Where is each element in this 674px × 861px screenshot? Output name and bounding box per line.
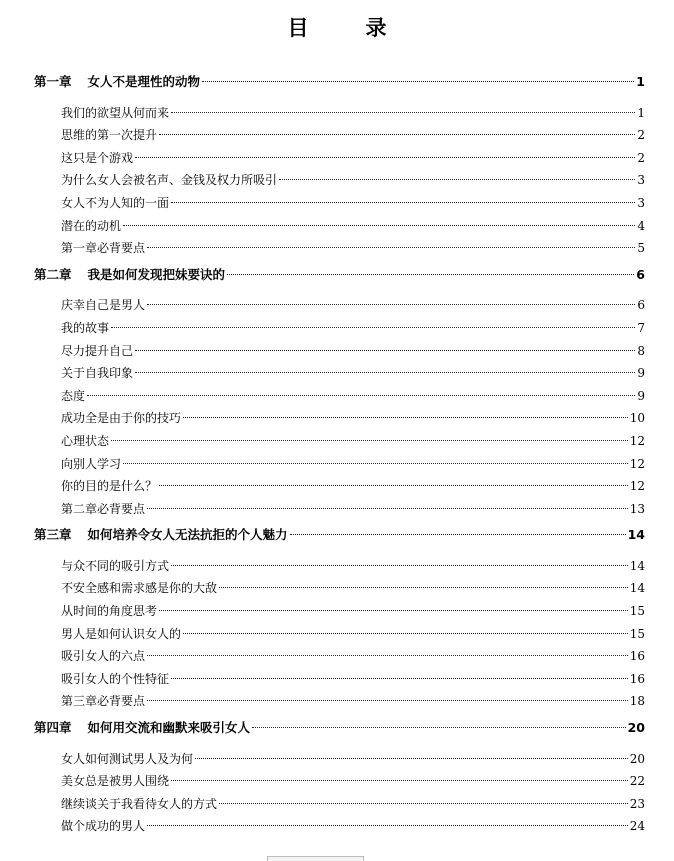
- dot-leader: [171, 780, 628, 781]
- dot-leader: [147, 700, 628, 701]
- toc-chapter-entry[interactable]: [34, 717, 645, 740]
- dot-leader: [183, 633, 628, 634]
- chapter-title: 如何培养令女人无法抗拒的个人魅力: [87, 527, 288, 543]
- dot-leader: [171, 565, 628, 566]
- section-page-number: 7: [637, 320, 645, 335]
- toc-section-entry[interactable]: [34, 385, 645, 408]
- section-title: 吸引女人的六点: [61, 649, 146, 664]
- section-title: 心理状态: [61, 433, 110, 448]
- chapter-title: 如何用交流和幽默来吸引女人: [87, 720, 251, 736]
- toc-chapter-entry[interactable]: [34, 264, 645, 287]
- toc-section-entry[interactable]: [34, 102, 645, 125]
- toc-section-entry[interactable]: [34, 294, 645, 317]
- toc-section-entry[interactable]: [34, 215, 645, 238]
- toc-section-entry[interactable]: [34, 475, 645, 498]
- section-title: 第二章必背要点: [61, 501, 146, 516]
- page-title: 目 录: [287, 16, 405, 40]
- section-page-number: 13: [629, 501, 645, 516]
- section-page-number: 3: [637, 173, 645, 188]
- section-page-number: 1: [637, 105, 645, 120]
- dot-leader: [147, 247, 635, 248]
- toc-section-entry[interactable]: [34, 748, 645, 771]
- section-title: 你的目的是什么？: [61, 479, 158, 494]
- section-page-number: 12: [629, 433, 645, 448]
- toc-section-entry[interactable]: [34, 793, 645, 816]
- section-title: 关于自我印象: [61, 366, 134, 381]
- toc-section-entry[interactable]: [34, 147, 645, 170]
- dot-leader: [159, 610, 628, 611]
- section-page-number: 4: [637, 218, 645, 233]
- section-title: 继续谈关于我看待女人的方式: [61, 796, 218, 811]
- section-page-number: 20: [629, 751, 645, 766]
- toc-section-entry[interactable]: [34, 407, 645, 430]
- toc-section-entry[interactable]: [34, 555, 645, 578]
- section-page-number: 12: [629, 456, 645, 471]
- toc-section-entry[interactable]: [34, 169, 645, 192]
- section-page-number: 22: [629, 774, 645, 789]
- section-page-number: 10: [629, 411, 645, 426]
- toc-section-entry[interactable]: [34, 690, 645, 713]
- section-title: 向别人学习: [61, 456, 122, 471]
- dot-leader: [147, 825, 628, 826]
- dot-leader: [252, 727, 626, 728]
- toc-section-entry[interactable]: [34, 498, 645, 521]
- section-title: 女人不为人知的一面: [61, 195, 170, 210]
- section-page-number: 15: [629, 604, 645, 619]
- dot-leader: [147, 508, 628, 509]
- toc-chapter-entry[interactable]: [34, 524, 645, 547]
- section-title: 尽力提升自己: [61, 343, 134, 358]
- dot-leader: [279, 179, 635, 180]
- dot-leader: [111, 440, 628, 441]
- section-page-number: 14: [629, 558, 645, 573]
- chapter-title: 女人不是理性的动物: [87, 74, 201, 89]
- section-page-number: 5: [637, 241, 645, 256]
- section-title: 这只是个游戏: [61, 150, 134, 165]
- toc-section-entry[interactable]: [34, 317, 645, 340]
- chapter-number: 第一章: [34, 74, 72, 89]
- section-page-number: 15: [629, 626, 645, 641]
- section-title: 第三章必背要点: [61, 694, 146, 709]
- dot-leader: [202, 81, 634, 82]
- toc-section-entry[interactable]: [34, 453, 645, 476]
- chapter-page-number: 14: [627, 527, 645, 543]
- dot-leader: [147, 304, 635, 305]
- section-page-number: 8: [637, 343, 645, 358]
- chapter-number: 第二章: [34, 266, 72, 282]
- section-page-number: 16: [629, 671, 645, 686]
- section-title: 不安全感和需求感是你的大敌: [61, 581, 218, 596]
- section-title: 为什么女人会被名声、金钱及权力所吸引: [61, 173, 278, 188]
- section-page-number: 2: [637, 128, 645, 143]
- dot-leader: [87, 395, 635, 396]
- table-of-contents: [34, 71, 645, 838]
- dot-leader: [219, 587, 628, 588]
- toc-section-entry[interactable]: [34, 623, 645, 646]
- section-title: 成功全是由于你的技巧: [61, 411, 182, 426]
- toc-section-entry[interactable]: [34, 577, 645, 600]
- dot-leader: [135, 157, 635, 158]
- section-page-number: 14: [629, 581, 645, 596]
- section-title: 我们的欲望从何而来: [61, 105, 170, 120]
- toc-section-entry[interactable]: [34, 600, 645, 623]
- chapter-title: 我是如何发现把妹要诀的: [87, 266, 226, 282]
- toc-section-entry[interactable]: [34, 815, 645, 838]
- section-title: 女人如何测试男人及为何: [61, 751, 194, 766]
- section-title: 潜在的动机: [61, 218, 122, 233]
- dot-leader: [171, 678, 628, 679]
- page-scroll-indicator[interactable]: [267, 856, 364, 861]
- section-title: 吸引女人的个性特征: [61, 671, 170, 686]
- chapter-number: 第三章: [34, 527, 72, 543]
- dot-leader: [147, 655, 628, 656]
- toc-chapter-entry[interactable]: [34, 71, 645, 94]
- chapter-number: 第四章: [34, 720, 72, 736]
- dot-leader: [123, 463, 628, 464]
- toc-section-entry[interactable]: [34, 192, 645, 215]
- section-page-number: 6: [637, 298, 645, 313]
- toc-section-entry[interactable]: [34, 362, 645, 385]
- dot-leader: [227, 274, 634, 275]
- section-title: 我的故事: [61, 320, 110, 335]
- section-title: 第一章必背要点: [61, 241, 146, 256]
- dot-leader: [135, 372, 635, 373]
- section-title: 美女总是被男人围绕: [61, 774, 170, 789]
- dot-leader: [171, 112, 635, 113]
- chapter-page-number: 20: [627, 720, 645, 736]
- toc-section-entry[interactable]: [34, 430, 645, 453]
- toc-section-entry[interactable]: [34, 124, 645, 147]
- section-title: 思维的第一次提升: [61, 128, 158, 143]
- section-page-number: 2: [637, 150, 645, 165]
- section-page-number: 12: [629, 479, 645, 494]
- toc-section-entry[interactable]: [34, 770, 645, 793]
- dot-leader: [219, 803, 628, 804]
- dot-leader: [111, 327, 635, 328]
- section-title: 庆幸自己是男人: [61, 298, 146, 313]
- dot-leader: [159, 134, 635, 135]
- dot-leader: [195, 758, 628, 759]
- section-title: 做个成功的男人: [61, 819, 146, 834]
- section-page-number: 3: [637, 195, 645, 210]
- section-page-number: 23: [629, 796, 645, 811]
- section-page-number: 18: [629, 694, 645, 709]
- section-page-number: 9: [637, 366, 645, 381]
- dot-leader: [135, 350, 635, 351]
- toc-section-entry[interactable]: [34, 237, 645, 260]
- toc-section-entry[interactable]: [34, 645, 645, 668]
- section-title: 与众不同的吸引方式: [61, 558, 170, 573]
- section-page-number: 9: [637, 388, 645, 403]
- chapter-page-number: 6: [636, 266, 645, 282]
- section-title: 从时间的角度思考: [61, 604, 158, 619]
- section-page-number: 16: [629, 649, 645, 664]
- section-title: 男人是如何认识女人的: [61, 626, 182, 641]
- dot-leader: [183, 417, 628, 418]
- toc-section-entry[interactable]: [34, 668, 645, 691]
- dot-leader: [123, 225, 635, 226]
- chapter-page-number: 1: [636, 74, 645, 89]
- dot-leader: [159, 485, 628, 486]
- section-title: 态度: [61, 388, 86, 403]
- dot-leader: [171, 202, 635, 203]
- dot-leader: [290, 534, 626, 535]
- section-page-number: 24: [629, 819, 645, 834]
- toc-section-entry[interactable]: [34, 340, 645, 363]
